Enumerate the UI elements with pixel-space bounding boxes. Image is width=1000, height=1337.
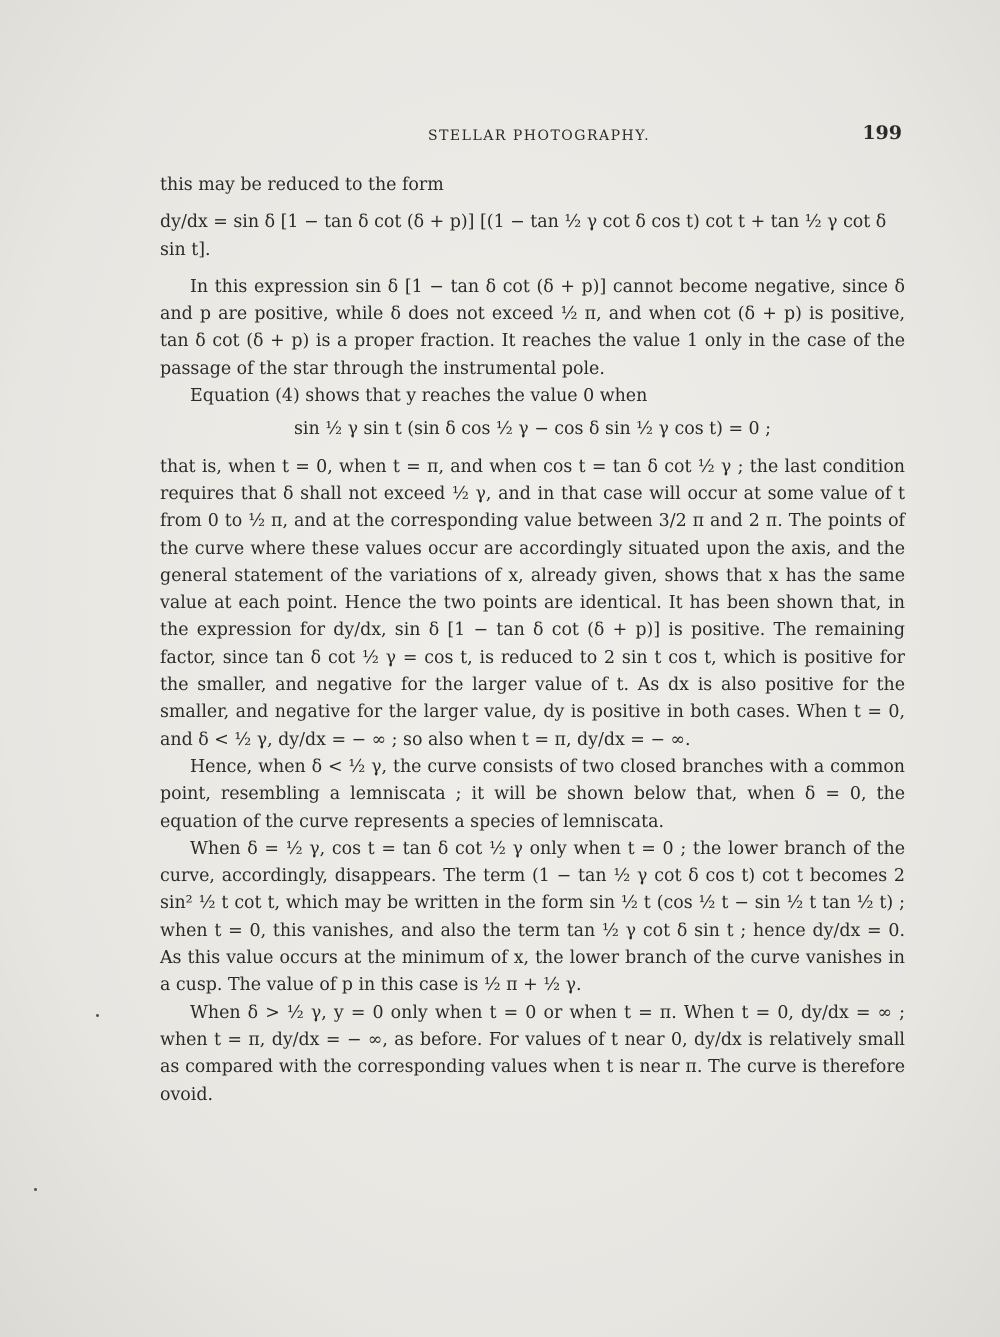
- equation-zero: sin ½ γ sin t (sin δ cos ½ γ − cos δ sin ½ γ cos t) = 0 ;: [293, 419, 771, 440]
- paragraph-equation-4: Equation (4) shows that y reaches the value 0 when: [190, 386, 648, 407]
- page-header: [160, 122, 902, 152]
- paragraph-negative-condition: In this expression sin δ [1 − tan δ cot (δ + p)] cannot become negative, since δ and p are positive, while δ does not exceed ½ π, and when cot (δ + p) is positive, tan δ cot (δ + p) is a proper fraction. It reaches the value 1 only in the case of the passage of the star through the instrumental pole.: [160, 276, 905, 379]
- page-number: 199: [862, 122, 902, 144]
- running-title: STELLAR PHOTOGRAPHY.: [428, 128, 651, 144]
- equation-derivative: dy/dx = sin δ [1 − tan δ cot (δ + p)] [(1 − tan ½ γ cot δ cos t) cot t + tan ½ γ cot δ sin t].: [160, 212, 887, 260]
- paragraph-lemniscata: Hence, when δ < ½ γ, the curve consists of two closed branches with a common point, resembling a lemniscata ; it will be shown below that, when δ = 0, the equation of the curve represents a species of lemniscata.: [160, 756, 905, 832]
- paper-speck: [34, 1188, 37, 1191]
- paragraph-ovoid: When δ > ½ γ, y = 0 only when t = 0 or when t = π. When t = 0, dy/dx = ∞ ; when t = π, dy/dx = − ∞, as before. For values of t near 0, dy/dx is relatively small as compared with the corresponding values when t is near π. The curve is therefore ovoid.: [160, 1002, 905, 1105]
- paper-speck: [96, 1014, 99, 1017]
- paragraph-cusp: When δ = ½ γ, cos t = tan δ cot ½ γ only when t = 0 ; the lower branch of the curve, accordingly, disappears. The term (1 − tan ½ γ cot δ cos t) cot t becomes 2 sin² ½ t cot t, which may be written in the form sin ½ t (cos ½ t − sin ½ t tan ½ t) ; when t = 0, this vanishes, and also the term tan ½ γ cot δ sin t ; hence dy/dx = 0. As this value occurs at the minimum of x, the lower branch of the curve vanishes in a cusp. The value of p in this case is ½ π + ½ γ.: [160, 838, 905, 996]
- intro-line: this may be reduced to the form: [160, 175, 444, 195]
- paragraph-analysis: that is, when t = 0, when t = π, and when cos t = tan δ cot ½ γ ; the last condition requires that δ shall not exceed ½ γ, and in that case will occur at some value of t from 0 to ½ π, and at the corresponding value between 3/2 π and 2 π. The points of the curve where these values occur are accordingly situated upon the axis, and the general statement of the variations of x, already given, shows that x has the same value at each point. Hence the two points are identical. It has been shown that, in the expression for dy/dx, sin δ [1 − tan δ cot (δ + p)] is positive. The remaining factor, since tan δ cot ½ γ = cos t, is reduced to 2 sin t cos t, which is positive for the smaller, and negative for the larger value of t. As dx is also positive for the smaller, and negative for the larger value, dy is positive in both cases. When t = 0, and δ < ½ γ, dy/dx = − ∞ ; so also when t = π, dy/dx = − ∞.: [160, 456, 905, 750]
- page-body: [160, 172, 905, 1109]
